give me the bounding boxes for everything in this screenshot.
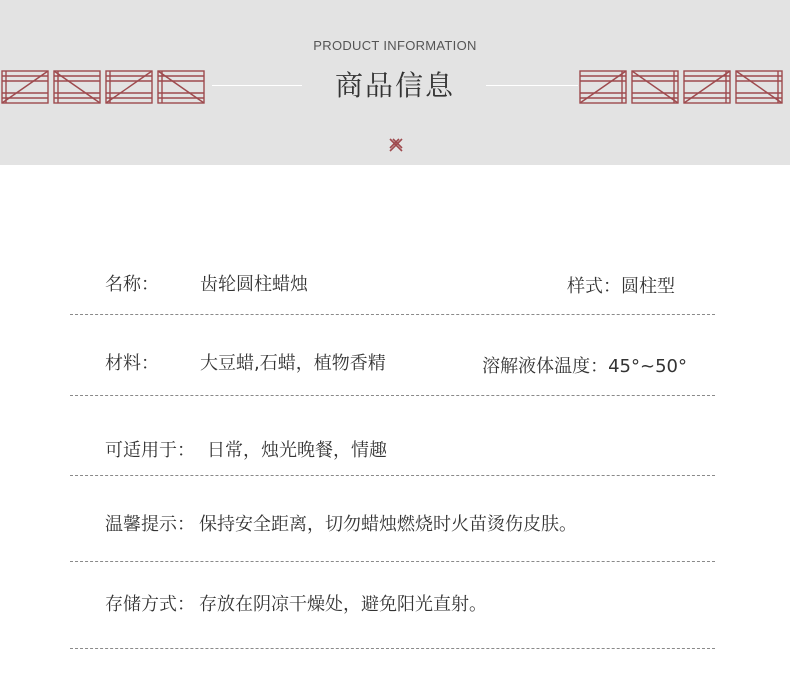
storage-value: 存放在阴凉干燥处，避免阳光直射。 bbox=[199, 594, 487, 615]
style-label: 样式： bbox=[567, 276, 621, 297]
material-label: 材料： bbox=[105, 353, 159, 374]
right-lattice-ornament bbox=[578, 69, 790, 105]
usage-label: 可适用于： bbox=[105, 440, 195, 461]
header-line-right bbox=[486, 85, 578, 86]
row-divider bbox=[70, 648, 715, 649]
tips-value: 保持安全距离，切勿蜡烛燃烧时火苗烫伤皮肤。 bbox=[199, 514, 577, 535]
cross-mark-icon bbox=[388, 137, 404, 153]
info-row-name bbox=[70, 270, 715, 296]
storage-label: 存储方式： bbox=[105, 594, 195, 615]
usage-value: 日常，烛光晚餐，情趣 bbox=[207, 440, 387, 461]
melting-field bbox=[482, 352, 687, 378]
name-value: 齿轮圆柱蜡烛 bbox=[200, 274, 308, 295]
style-value: 圆柱型 bbox=[621, 276, 675, 297]
left-lattice-ornament bbox=[0, 69, 212, 105]
tips-label: 温馨提示： bbox=[105, 514, 195, 535]
info-row-storage bbox=[70, 590, 715, 616]
name-label: 名称： bbox=[105, 274, 159, 295]
style-field bbox=[567, 272, 675, 298]
info-row-usage bbox=[70, 436, 715, 462]
material-value: 大豆蜡,石蜡，植物香精 bbox=[200, 353, 386, 374]
info-row-material bbox=[70, 349, 715, 375]
row-divider bbox=[70, 561, 715, 562]
header-banner bbox=[0, 0, 790, 165]
header-subtitle: PRODUCT INFORMATION bbox=[313, 38, 477, 53]
melting-value: 45°~50° bbox=[608, 356, 687, 377]
row-divider bbox=[70, 475, 715, 476]
row-divider bbox=[70, 395, 715, 396]
info-row-tips bbox=[70, 510, 715, 536]
header-line-left bbox=[212, 85, 302, 86]
row-divider bbox=[70, 314, 715, 315]
melting-label: 溶解液体温度： bbox=[482, 356, 609, 377]
header-title: 商品信息 bbox=[334, 69, 455, 102]
